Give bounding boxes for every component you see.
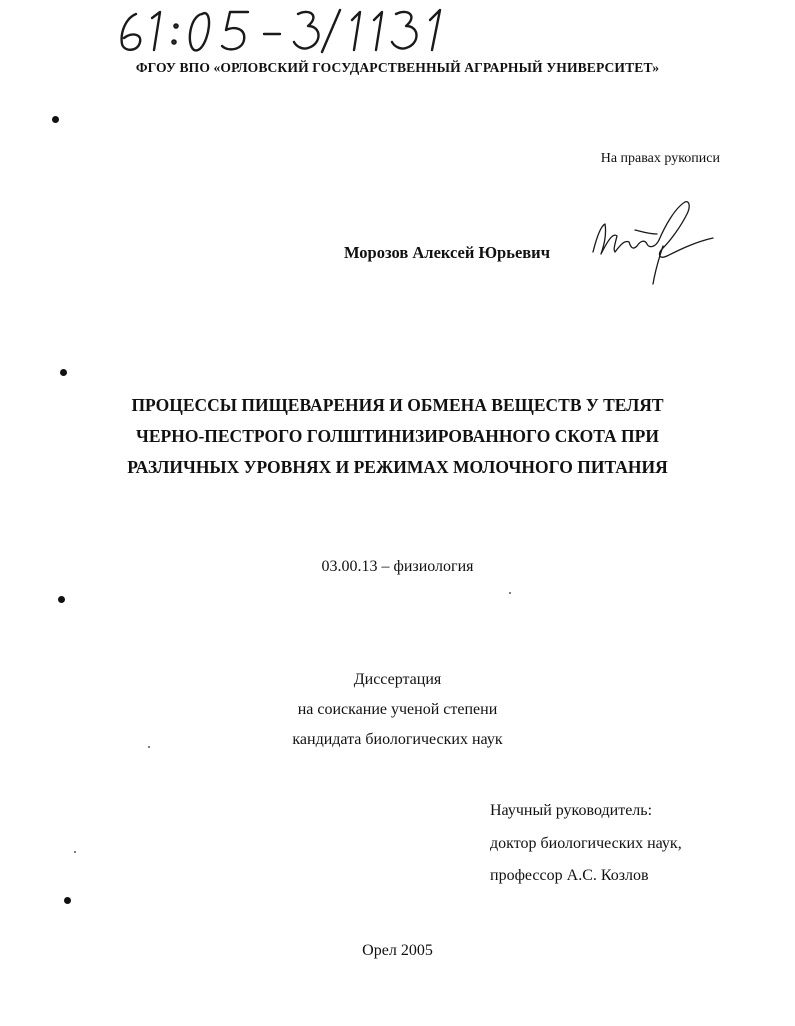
- scan-speck: [74, 851, 76, 853]
- title-line: ЧЕРНО-ПЕСТРОГО ГОЛШТИНИЗИРОВАННОГО СКОТА ПРИ: [136, 426, 659, 446]
- scan-speck: [148, 746, 150, 748]
- degree-line: кандидата биологических наук: [292, 731, 503, 748]
- binding-hole-mark: [64, 897, 71, 904]
- degree-statement: [0, 665, 795, 755]
- degree-line: Диссертация: [353, 671, 442, 688]
- binding-hole-mark: [58, 596, 65, 603]
- city-year: Орел 2005: [362, 942, 433, 959]
- author-name: Морозов Алексей Юрьевич: [343, 243, 550, 262]
- author-signature: [585, 196, 720, 288]
- degree-line: на соискание ученой степени: [297, 701, 498, 718]
- rights-note: На правах рукописи: [600, 151, 720, 166]
- supervisor-line: профессор А.С. Козлов: [490, 867, 649, 884]
- dissertation-title: [0, 390, 795, 483]
- supervisor-line: доктор биологических наук,: [490, 834, 682, 852]
- organization-name: ФГОУ ВПО «ОРЛОВСКИЙ ГОСУДАРСТВЕННЫЙ АГРАРНЫЙ УНИВЕРСИТЕТ»: [135, 60, 660, 75]
- title-line: ПРОЦЕССЫ ПИЩЕВАРЕНИЯ И ОБМЕНА ВЕЩЕСТВ У ТЕЛЯТ: [131, 395, 664, 415]
- binding-hole-mark: [60, 369, 67, 376]
- supervisor-line: Научный руководитель:: [490, 802, 653, 819]
- handwritten-catalog-number: [108, 4, 453, 56]
- specialty-code: 03.00.13 – физиология: [321, 558, 474, 575]
- title-line: РАЗЛИЧНЫХ УРОВНЯХ И РЕЖИМАХ МОЛОЧНОГО ПИТАНИЯ: [127, 457, 668, 477]
- binding-hole-mark: [52, 116, 59, 123]
- supervisor-block: [490, 795, 780, 893]
- scan-speck: [509, 592, 511, 594]
